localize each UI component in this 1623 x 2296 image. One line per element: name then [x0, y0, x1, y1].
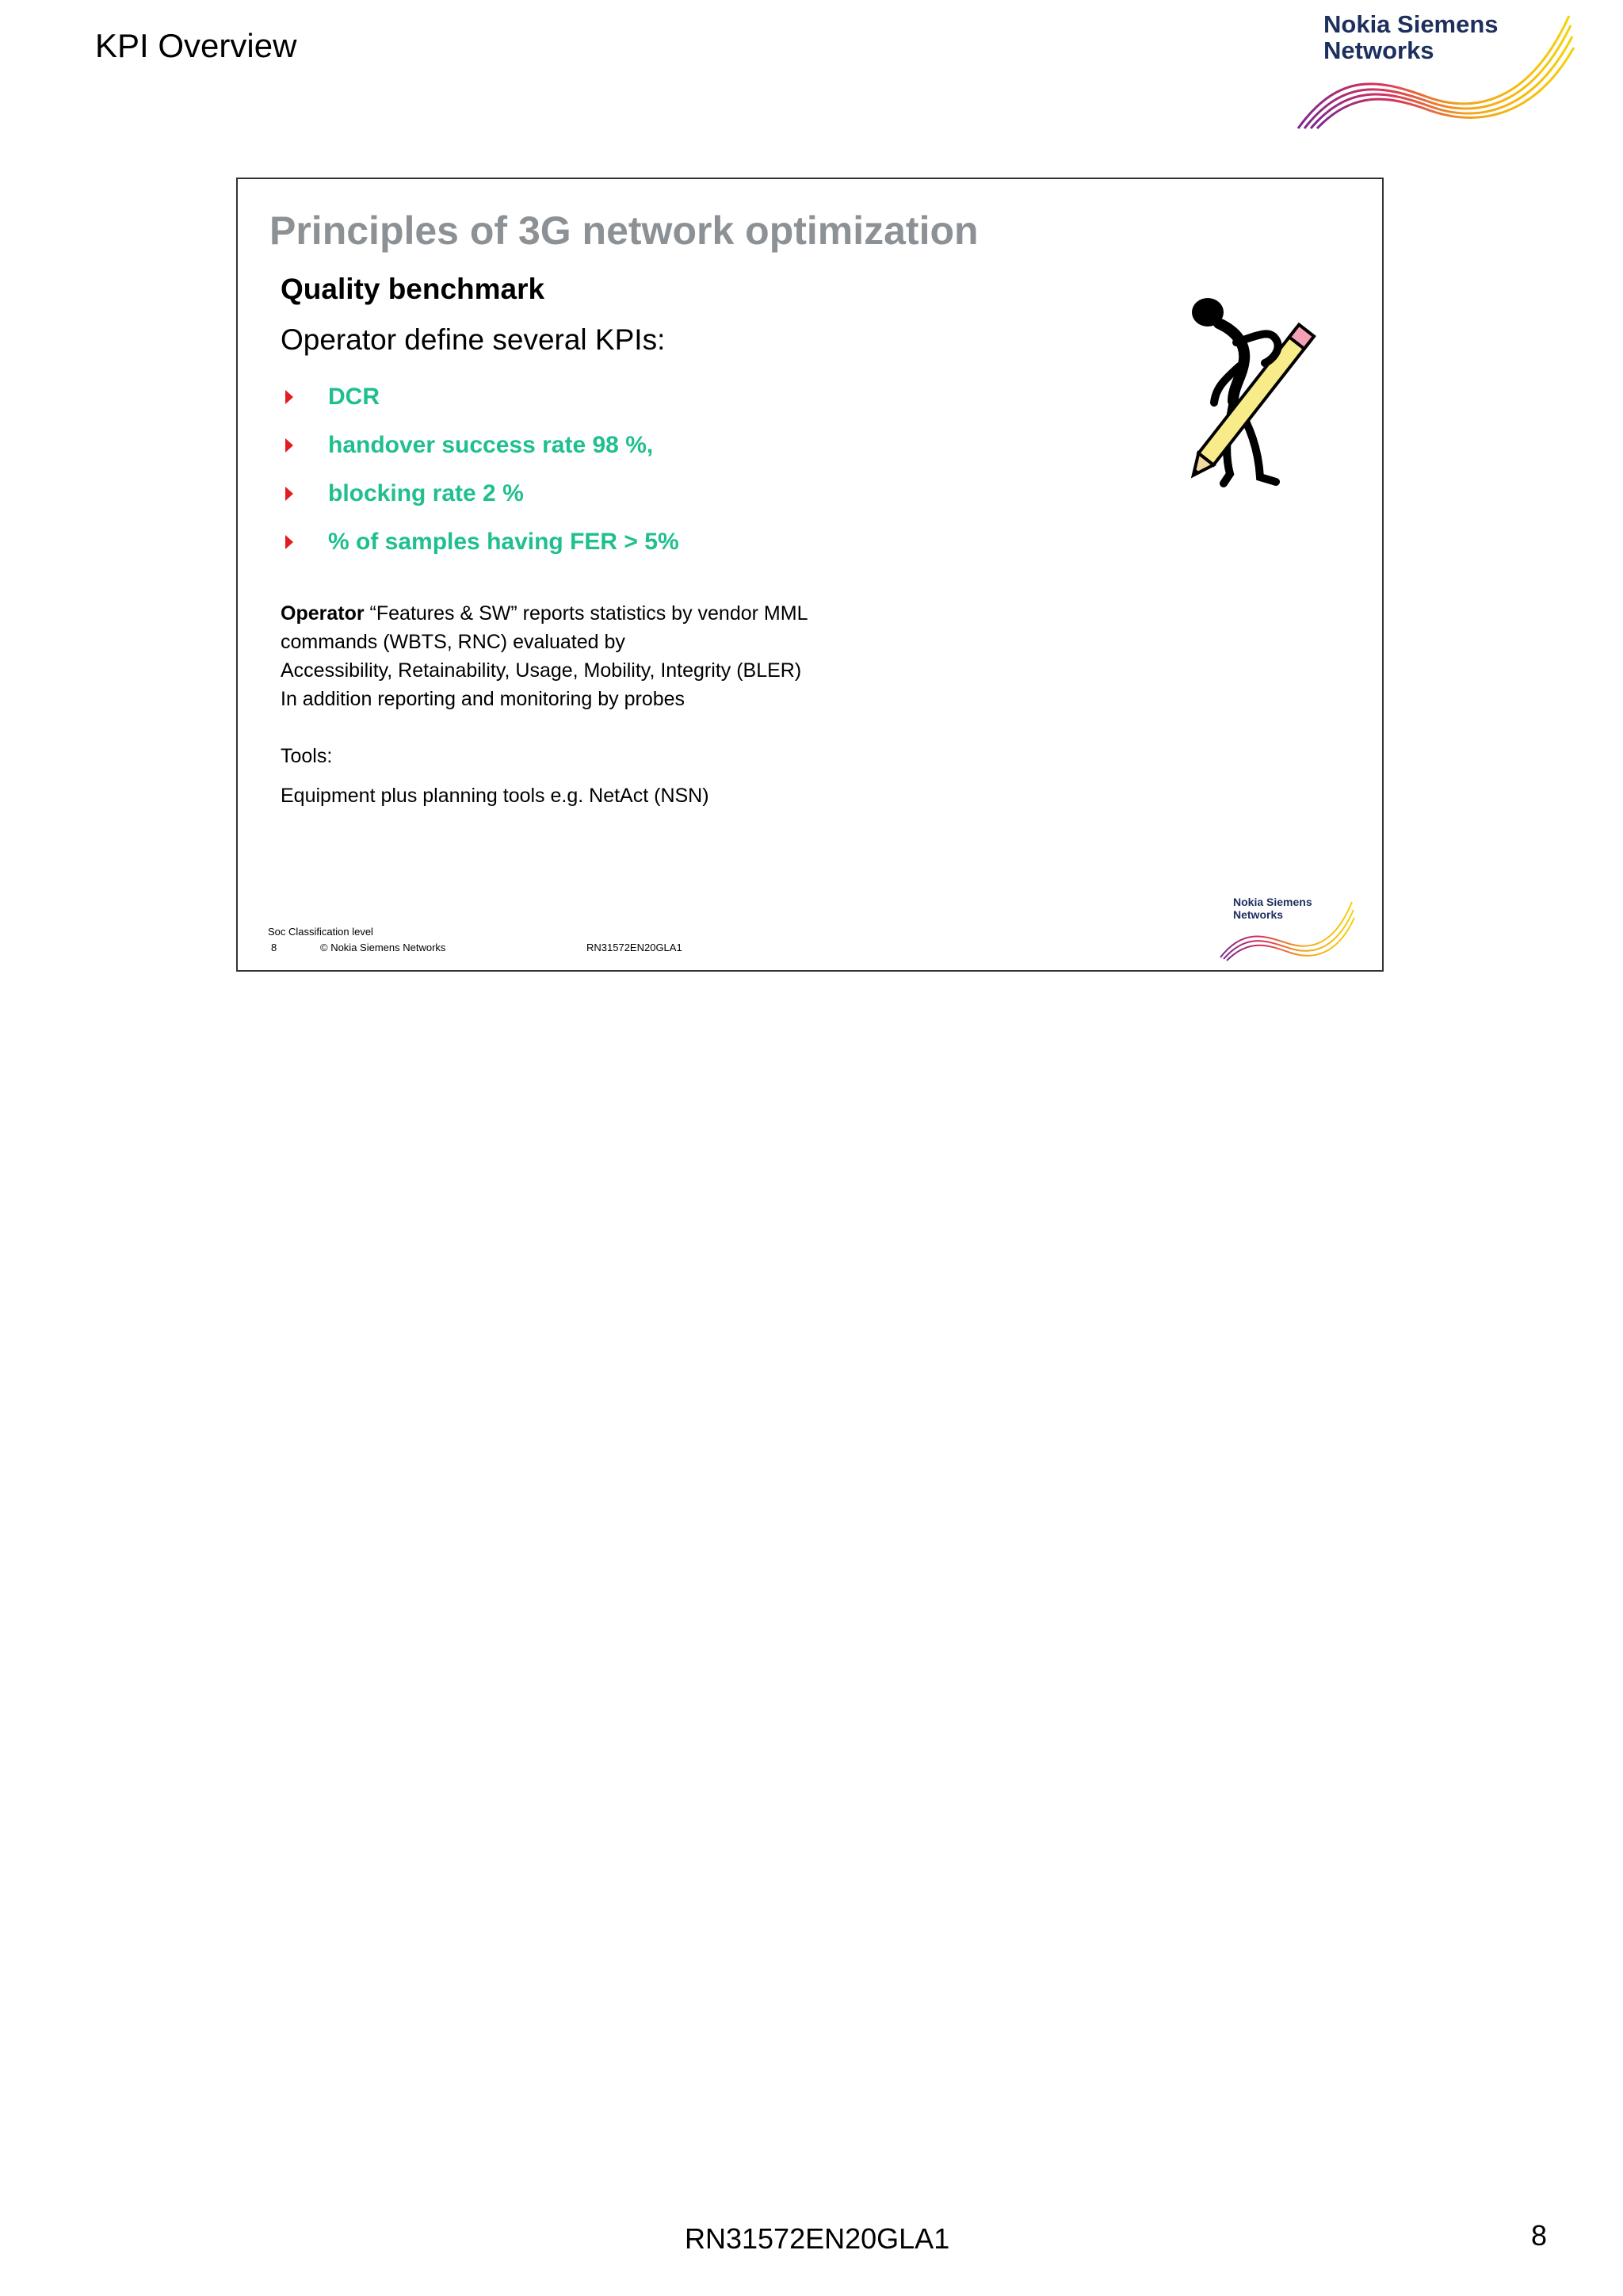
para-line-1: “Features & SW” reports statistics by vendor MML [364, 602, 808, 625]
page-header-title: KPI Overview [95, 27, 297, 64]
page-footer-code: RN31572EN20GLA1 [685, 2222, 950, 2255]
page-footer-number: 8 [1531, 2219, 1548, 2252]
kpi-bullet-list [285, 372, 679, 566]
bullet-text: blocking rate 2 % [328, 479, 524, 506]
tools-text: Equipment plus planning tools e.g. NetAct (NSN) [281, 785, 709, 807]
footer-page-number: 8 [271, 942, 277, 953]
list-item [285, 518, 679, 566]
operator-paragraph [281, 599, 883, 713]
para-line-3: Accessibility, Retainability, Usage, Mobility, Integrity (BLER) [281, 659, 802, 682]
bullet-text: % of samples having FER > 5% [328, 528, 679, 555]
bullet-arrow-icon [285, 438, 293, 453]
brand-line-1: Nokia Siemens [1323, 10, 1499, 38]
bullet-text: handover success rate 98 %, [328, 431, 654, 458]
mini-logo-line-1: Nokia Siemens [1233, 896, 1312, 908]
slide-intro: Operator define several KPIs: [281, 323, 666, 356]
bullet-arrow-icon [285, 487, 293, 501]
para-line-2: commands (WBTS, RNC) evaluated by [281, 631, 625, 653]
list-item [285, 372, 679, 421]
footer-classification: Soc Classification level [268, 926, 373, 938]
slide-title: Principles of 3G network optimization [269, 208, 979, 253]
list-item [285, 469, 679, 518]
mini-logo-line-2: Networks [1233, 908, 1284, 921]
footer-copyright: © Nokia Siemens Networks [320, 942, 446, 953]
footer-doc-code: RN31572EN20GLA1 [586, 942, 682, 953]
brand-line-2: Networks [1323, 36, 1434, 64]
operator-bold: Operator [281, 602, 365, 625]
tools-label: Tools: [281, 745, 333, 767]
list-item [285, 421, 679, 469]
slide-subtitle: Quality benchmark [281, 273, 545, 305]
bullet-text: DCR [328, 383, 380, 410]
stick-figure-with-pencil-icon [1157, 284, 1347, 506]
slide-brand-logo [1219, 896, 1355, 962]
para-line-4: In addition reporting and monitoring by probes [281, 688, 685, 710]
brand-logo [1292, 8, 1577, 135]
bullet-arrow-icon [285, 535, 293, 549]
bullet-arrow-icon [285, 390, 293, 404]
slide-frame [236, 178, 1384, 972]
